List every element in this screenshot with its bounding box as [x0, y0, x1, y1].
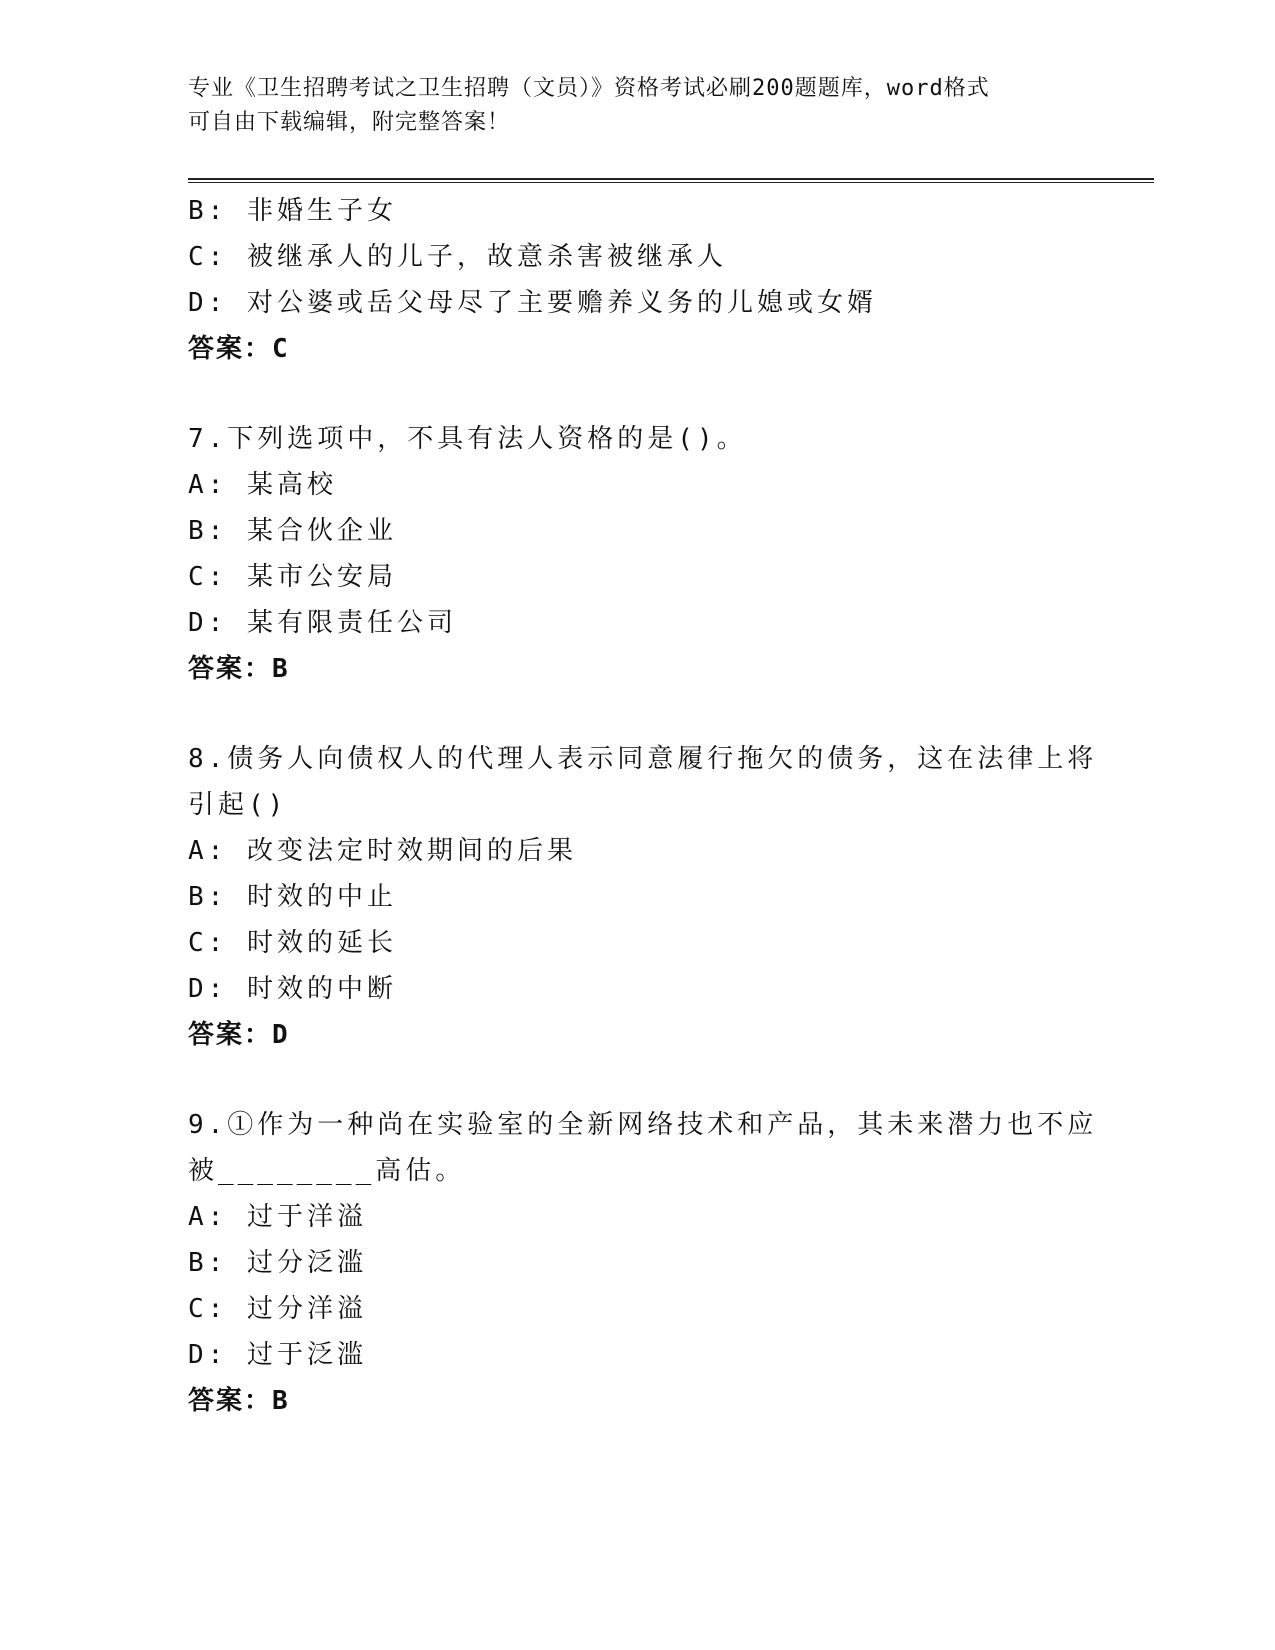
option-d: D: 某有限责任公司 [188, 608, 457, 638]
answer-line: 答案：B [188, 1386, 290, 1416]
question-text: 7.下列选项中，不具有法人资格的是()。 [188, 424, 747, 454]
option-d: D: 过于泛滥 [188, 1340, 367, 1370]
question-list [188, 188, 1098, 1424]
answer-line: 答案：C [188, 334, 290, 364]
answer-line: 答案：B [188, 654, 290, 684]
question-8 [188, 736, 1098, 1058]
header-line-2: 可自由下载编辑，附完整答案！ [188, 110, 511, 135]
question-9 [188, 1102, 1098, 1424]
option-c: C: 某市公安局 [188, 562, 397, 592]
option-b: B: 时效的中止 [188, 882, 397, 912]
option-d: D: 对公婆或岳父母尽了主要赡养义务的儿媳或女婿 [188, 288, 877, 318]
option-c: C: 过分洋溢 [188, 1294, 367, 1324]
option-b: B: 非婚生子女 [188, 196, 397, 226]
question-text: 8.债务人向债权人的代理人表示同意履行拖欠的债务，这在法律上将 [188, 744, 1098, 774]
question-text-continued: 引起() [188, 790, 288, 820]
option-a: A: 某高校 [188, 470, 337, 500]
option-c: C: 被继承人的儿子，故意杀害被继承人 [188, 242, 727, 272]
header-divider [188, 178, 1154, 183]
option-c: C: 时效的延长 [188, 928, 397, 958]
question-text: 9.①作为一种尚在实验室的全新网络技术和产品，其未来潜力也不应 [188, 1110, 1098, 1140]
option-b: B: 过分泛滥 [188, 1248, 367, 1278]
question-text-continued: 被________高估。 [188, 1156, 466, 1186]
question-7 [188, 416, 1088, 692]
document-header [188, 72, 1068, 140]
option-d: D: 时效的中断 [188, 974, 397, 1004]
question-partial [188, 188, 1088, 372]
option-a: A: 过于洋溢 [188, 1202, 367, 1232]
option-a: A: 改变法定时效期间的后果 [188, 836, 577, 866]
answer-line: 答案：D [188, 1020, 290, 1050]
option-b: B: 某合伙企业 [188, 516, 397, 546]
header-line-1: 专业《卫生招聘考试之卫生招聘（文员）》资格考试必刷200题题库，word格式 [188, 76, 990, 101]
